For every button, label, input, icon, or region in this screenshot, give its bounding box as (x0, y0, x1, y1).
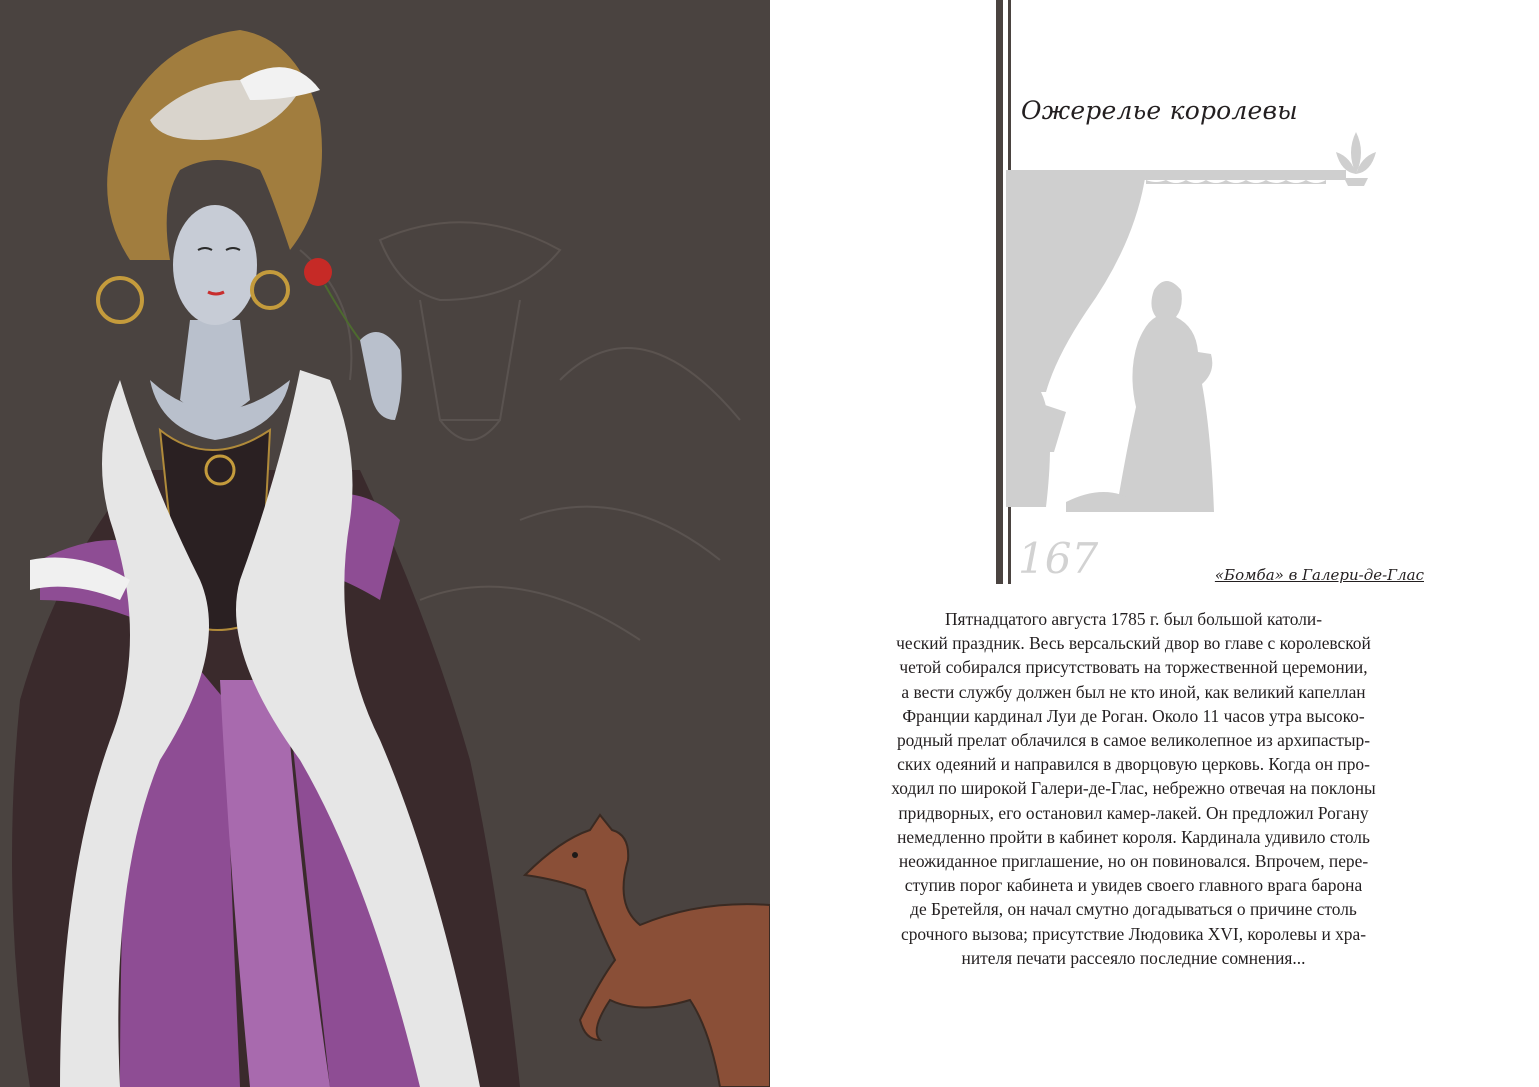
body-line: Франции кардинал Луи де Роган. Около 11 часов утра высоко- (902, 705, 1365, 726)
body-line: срочного вызова; присутствие Людовика XVI, королевы и хра- (900, 923, 1367, 944)
body-line: придворных, его остановил камер-лакей. Он предложил Рогану (898, 802, 1369, 823)
vertical-rule-thick (996, 0, 1003, 584)
chapter-title: Ожерелье королевы (1021, 96, 1298, 125)
body-line: четой собирался присутствовать на торжественной церемонии, (899, 657, 1368, 678)
page-number: 167 (1018, 534, 1099, 583)
body-line: ческий праздник. Весь версальский двор во главе с королевской (896, 633, 1371, 654)
body-line: ходил по широкой Галери-де-Глас, небрежно отвечая на поклоны (891, 778, 1376, 799)
body-line: де Бретейля, он начал смутно догадываться о причине столь (910, 899, 1357, 920)
body-line: неожиданное приглашение, но он повиновался. Впрочем, пере- (898, 851, 1369, 872)
body-line: родный прелат облачился в самое великолепное из архипастыр- (896, 730, 1371, 751)
body-text (860, 607, 1407, 970)
section-heading: «Бомба» в Галери-де-Глас (1214, 566, 1424, 584)
text-page (770, 0, 1539, 1087)
body-line: а вести службу должен был не кто иной, как великий капеллан (901, 681, 1366, 702)
body-line: немедленно пройти в кабинет короля. Кардинала удивило столь (897, 826, 1370, 847)
body-line: Пятнадцатого августа 1785 г. был большой католи- (944, 609, 1323, 629)
body-line: нителя печати рассеяло последние сомнения... (961, 947, 1306, 968)
body-line: ских одеяний и направился в дворцовую церковь. Когда он про- (897, 754, 1370, 775)
chapter-vignette-illustration (1006, 122, 1406, 522)
body-line: ступив порог кабинета и увидев своего главного врага барона (904, 875, 1363, 896)
